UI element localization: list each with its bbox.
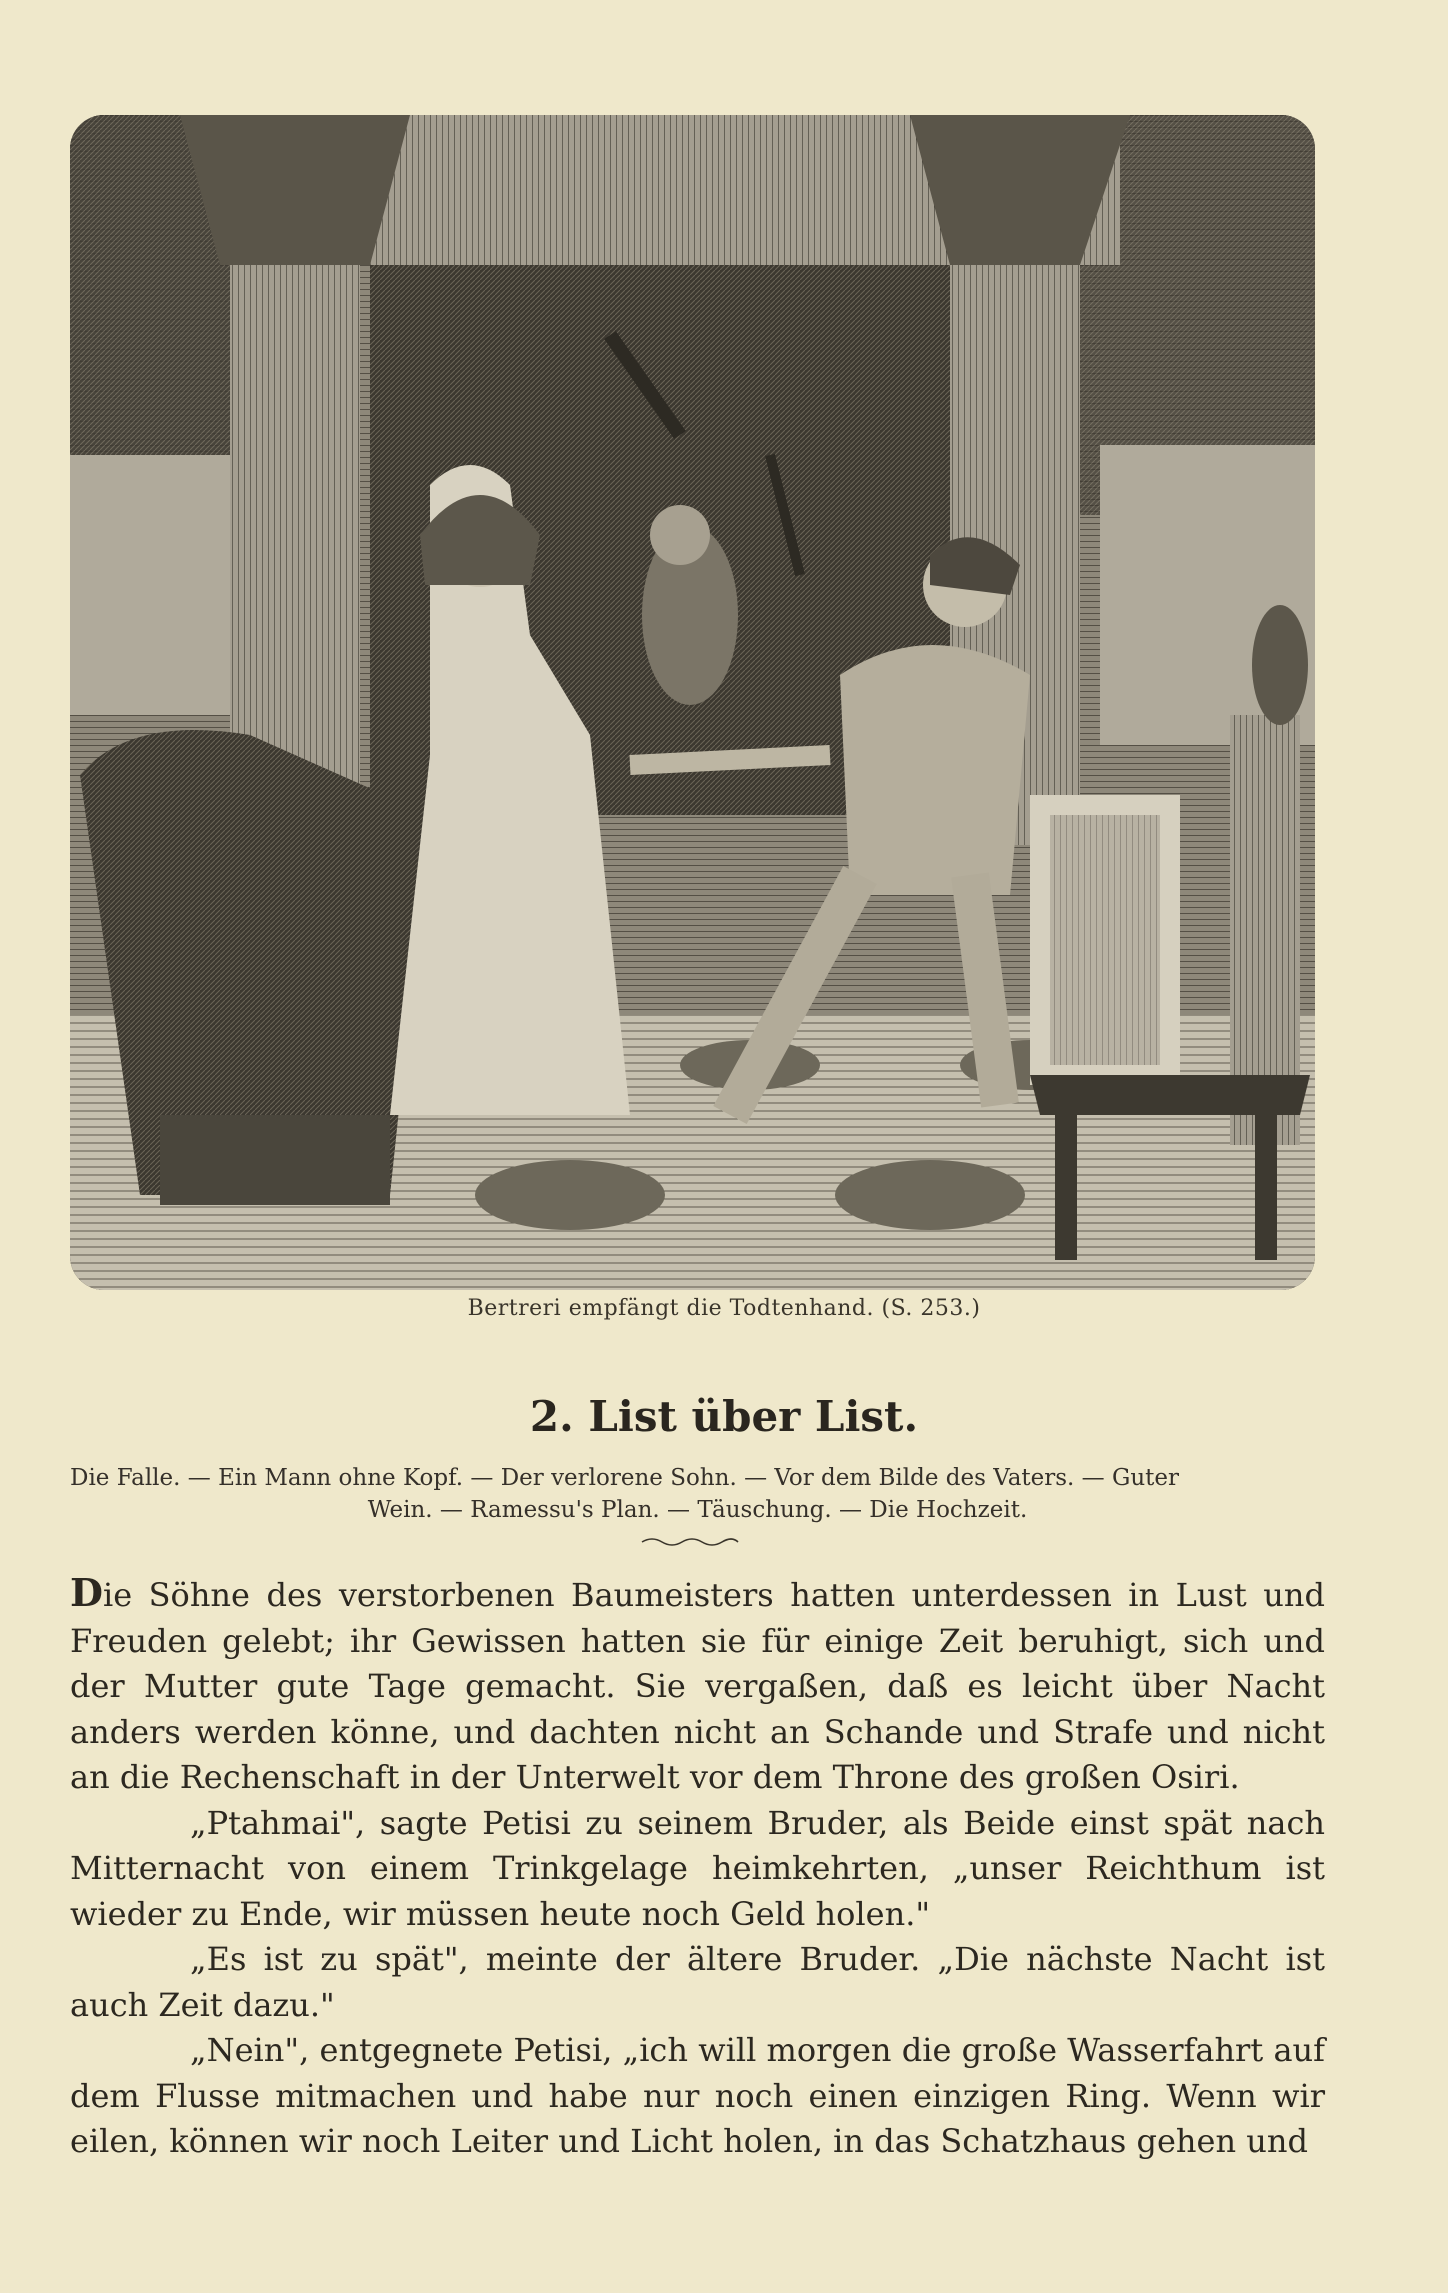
paragraph-1 — [70, 1570, 1325, 1801]
paragraph-2: „Ptahmai", sagte Petisi zu seinem Bruder, als Beide einst spät nach Mitternacht von einem Trinkgelage heimkehrten, „unser Reichthum ist wieder zu Ende, wir müssen heute noch Geld holen." — [70, 1803, 1325, 1933]
paragraph-3: „Es ist zu spät", meinte der ältere Bruder. „Die nächste Nacht ist auch Zeit dazu." — [70, 1940, 1325, 2024]
body-text — [70, 1570, 1325, 2165]
engraving-scene — [70, 115, 1315, 1290]
drop-cap: D — [70, 1570, 103, 1615]
illustration-engraving — [70, 115, 1315, 1290]
illustration-caption: Bertreri empfängt die Todtenhand. (S. 253.) — [467, 1296, 981, 1321]
ornamental-divider — [640, 1535, 740, 1549]
chapter-title: 2. List über List. — [529, 1392, 919, 1441]
paragraph-1-text: ie Söhne des verstorbenen Baumeisters hatten unterdessen in Lust und Freuden gelebt; ihr Gewissen hatten sie für einige Zeit beruhigt, sich und der Mutter gute Tage gemacht. Sie vergaßen, daß es leicht über Nacht anders werden könne, und dachten nicht an Schande und Strafe und nicht an die Rechenschaft in der Unterwelt vor dem Throne des großen Osiri. — [70, 1576, 1325, 1796]
paragraph-4: „Nein", entgegnete Petisi, „ich will morgen die große Wasserfahrt auf dem Flusse mitmachen und habe nur noch einen einzigen Ring. Wenn wir eilen, können wir noch Leiter und Licht holen, in das Schatzhaus gehen und — [70, 2031, 1325, 2160]
chapter-summary — [70, 1462, 1325, 1526]
summary-line-2: Wein. — Ramessu's Plan. — Täuschung. — Die Hochzeit. — [367, 1497, 1028, 1523]
summary-line-1: Die Falle. — Ein Mann ohne Kopf. — Der verlorene Sohn. — Vor dem Bilde des Vaters. — Guter — [70, 1465, 1180, 1491]
